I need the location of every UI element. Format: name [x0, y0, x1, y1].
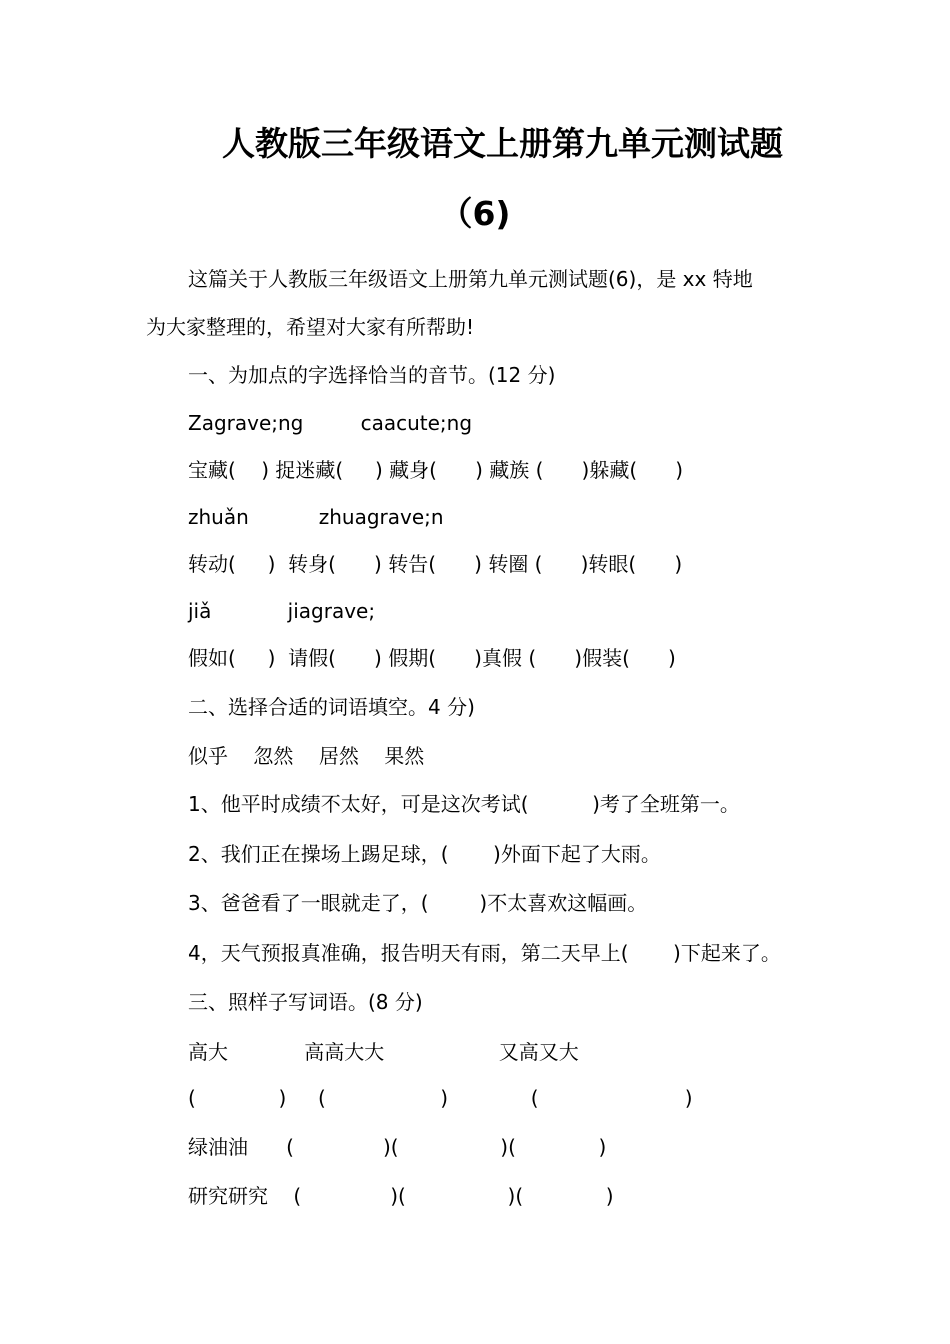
question-3: 3、爸爸看了一眼就走了，( )不太喜欢这幅画。 [188, 891, 648, 915]
document-title: 人教版三年级语文上册第九单元测试题 [222, 124, 783, 163]
word-row-3: 假如( ) 请假( ) 假期( )真假 ( )假装( ) [188, 646, 676, 670]
section-1-heading: 一、为加点的字选择恰当的音节。(12 分) [188, 363, 556, 387]
question-1: 1、他平时成绩不太好，可是这次考试( )考了全班第一。 [188, 792, 740, 816]
question-2: 2、我们正在操场上踢足球，( )外面下起了大雨。 [188, 842, 661, 866]
blank-row-1: ( ) ( ) ( ) [188, 1086, 693, 1110]
blank-row-2: 绿油油 ( )( )( ) [188, 1135, 607, 1159]
word-options: 似乎 忽然 居然 果然 [188, 744, 425, 768]
example-words: 高大 高高大大 又高又大 [188, 1040, 579, 1064]
question-4: 4，天气预报真准确，报告明天有雨，第二天早上( )下起来了。 [188, 941, 781, 965]
blank-row-3: 研究研究 ( )( )( ) [188, 1184, 614, 1208]
section-2-heading: 二、选择合适的词语填空。4 分) [188, 695, 475, 719]
pinyin-row-1: Zagrave;ng caacute;ng [188, 411, 473, 435]
pinyin-row-3: jiǎ jiagrave; [188, 599, 376, 623]
section-3-heading: 三、照样子写词语。(8 分) [188, 990, 423, 1014]
pinyin-row-2: zhuǎn zhuagrave;n [188, 505, 444, 529]
document-title-number: （6) [439, 194, 511, 233]
intro-line-1: 这篇关于人教版三年级语文上册第九单元测试题(6)，是 xx 特地 [188, 267, 753, 291]
word-row-2: 转动( ) 转身( ) 转告( ) 转圈 ( )转眼( ) [188, 552, 683, 576]
word-row-1: 宝藏( ) 捉迷藏( ) 藏身( ) 藏族 ( )躲藏( ) [188, 458, 684, 482]
intro-line-2: 为大家整理的，希望对大家有所帮助! [146, 315, 475, 339]
